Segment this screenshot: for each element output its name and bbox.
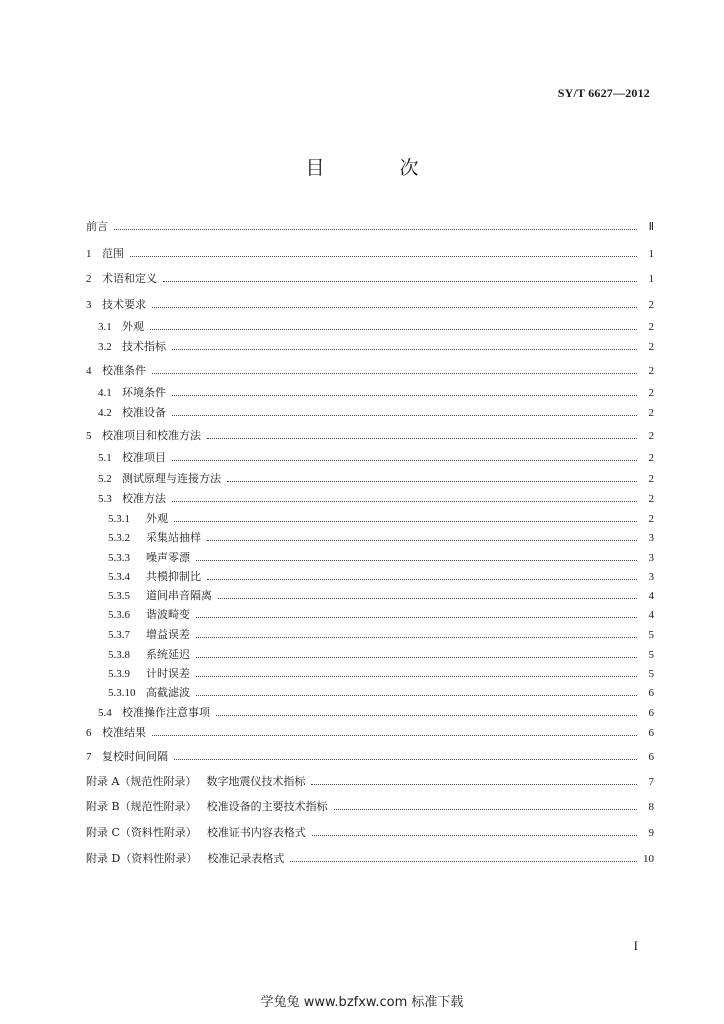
toc-page-number: 2 [648, 365, 654, 377]
toc-entry-label: 校准方法 [122, 492, 166, 505]
toc-leader-dots [152, 373, 637, 374]
toc-row[interactable] [0, 748, 724, 764]
toc-row[interactable] [0, 470, 724, 486]
toc-entry-label: 外观 [146, 512, 168, 525]
toc-row[interactable] [0, 684, 724, 700]
toc-entry-label: 数字地震仪技术指标 [206, 775, 306, 788]
toc-page-number: 2 [648, 299, 654, 311]
toc-entry-label: 校准项目和校准方法 [102, 429, 201, 442]
toc-leader-dots [196, 695, 637, 696]
toc-section-number: 5 [86, 430, 92, 442]
toc-section-number: 5.3.3 [108, 552, 130, 564]
toc-row[interactable] [0, 724, 724, 740]
toc-section-number: 5.3.1 [108, 513, 130, 525]
toc-entry-label: 技术指标 [122, 340, 166, 353]
toc-section-number: 2 [86, 273, 92, 285]
toc-entry-label: 校准证书内容表格式 [206, 826, 306, 839]
toc-section-number: 1 [86, 248, 92, 260]
toc-leader-dots [174, 759, 637, 760]
toc-row[interactable] [0, 218, 724, 234]
toc-leader-dots [334, 809, 637, 810]
toc-page-number: 7 [648, 776, 654, 788]
footer-watermark: 学兔兔 www.bzfxw.com 标准下载 [260, 995, 464, 1010]
toc-leader-dots [196, 676, 637, 677]
toc-row[interactable] [0, 510, 724, 526]
standard-code: SY/T 6627—2012 [557, 86, 650, 100]
toc-leader-dots [196, 617, 637, 618]
toc-leader-dots [172, 460, 637, 461]
toc-page-number: Ⅱ [648, 221, 654, 233]
toc-page-number: 2 [648, 473, 654, 485]
toc-section-number: 5.3.6 [108, 609, 130, 621]
toc-entry-label: 道间串音隔离 [146, 589, 212, 602]
toc-leader-dots [172, 395, 637, 396]
toc-entry-label: 噪声零漂 [146, 551, 190, 564]
toc-section-number: 5.3.7 [108, 629, 130, 641]
toc-section-number: 附录 B（规范性附录） [86, 800, 197, 813]
toc-entry-label: 前言 [86, 220, 108, 233]
toc-row[interactable] [0, 529, 724, 545]
toc-entry-label: 增益误差 [146, 628, 190, 641]
toc-leader-dots [174, 521, 637, 522]
toc-entry-label: 校准结果 [102, 726, 146, 739]
toc-row[interactable] [0, 270, 724, 286]
toc-entry-label: 共模抑制比 [146, 570, 201, 583]
toc-page-number: 5 [648, 668, 654, 680]
toc-entry-label: 校准项目 [122, 451, 166, 464]
toc-row[interactable] [0, 850, 724, 866]
toc-row[interactable] [0, 646, 724, 662]
toc-section-number: 4.2 [98, 407, 112, 419]
toc-page-number: 6 [648, 707, 654, 719]
toc-section-number: 5.2 [98, 473, 112, 485]
toc-entry-label: 谐波畸变 [146, 608, 190, 621]
toc-row[interactable] [0, 587, 724, 603]
toc-row[interactable] [0, 362, 724, 378]
toc-page-number: 2 [648, 513, 654, 525]
toc-leader-dots [172, 415, 637, 416]
toc-page-number: 4 [648, 609, 654, 621]
toc-leader-dots [130, 256, 637, 257]
toc-entry-label: 校准设备的主要技术指标 [206, 800, 328, 813]
toc-leader-dots [216, 715, 637, 716]
page-number: I [633, 938, 638, 953]
toc-page-number: 9 [648, 827, 654, 839]
toc-leader-dots [152, 735, 637, 736]
toc-row[interactable] [0, 568, 724, 584]
toc-page-number: 2 [648, 341, 654, 353]
toc-page-number: 1 [648, 248, 654, 260]
toc-leader-dots [172, 349, 637, 350]
toc-page-number: 2 [648, 407, 654, 419]
toc-leader-dots [196, 560, 637, 561]
toc-row[interactable] [0, 626, 724, 642]
toc-entry-label: 测试原理与连接方法 [122, 472, 221, 485]
toc-leader-dots [163, 281, 637, 282]
toc-row[interactable] [0, 490, 724, 506]
toc-section-number: 附录 D（资料性附录） [86, 852, 198, 865]
toc-page-number: 6 [648, 687, 654, 699]
toc-section-number: 附录 A（规范性附录） [86, 775, 197, 788]
toc-section-number: 5.3.10 [108, 687, 136, 699]
toc-section-number: 4 [86, 365, 92, 377]
toc-page-number: 2 [648, 387, 654, 399]
toc-leader-dots [207, 540, 637, 541]
toc-row[interactable] [0, 606, 724, 622]
toc-leader-dots [227, 481, 637, 482]
toc-section-number: 5.1 [98, 452, 112, 464]
toc-entry-label: 范围 [102, 247, 124, 260]
toc-page-number: 5 [648, 649, 654, 661]
toc-section-number: 附录 C（资料性附录） [86, 826, 197, 839]
toc-page-number: 5 [648, 629, 654, 641]
toc-section-number: 5.3.2 [108, 532, 130, 544]
toc-page-number: 8 [648, 801, 654, 813]
toc-row[interactable] [0, 449, 724, 465]
toc-section-number: 3.1 [98, 321, 112, 333]
toc-page-number: 2 [648, 452, 654, 464]
toc-leader-dots [312, 835, 637, 836]
toc-row[interactable] [0, 318, 724, 334]
toc-entry-label: 技术要求 [102, 298, 146, 311]
toc-entry-label: 环境条件 [122, 386, 166, 399]
toc-row[interactable] [0, 773, 724, 789]
toc-section-number: 5.3 [98, 493, 112, 505]
toc-page-number: 10 [643, 853, 654, 865]
toc-section-number: 3 [86, 299, 92, 311]
toc-entry-label: 校准记录表格式 [207, 852, 285, 865]
toc-row[interactable] [0, 665, 724, 681]
toc-leader-dots [290, 861, 637, 862]
toc-section-number: 6 [86, 727, 92, 739]
toc-entry-label: 校准条件 [102, 364, 146, 377]
toc-entry-label: 校准设备 [122, 406, 166, 419]
toc-leader-dots [114, 229, 637, 230]
toc-entry-label: 校准操作注意事项 [122, 706, 210, 719]
toc-page-number: 3 [648, 571, 654, 583]
toc-leader-dots [218, 598, 637, 599]
toc-leader-dots [196, 637, 637, 638]
toc-entry-label: 术语和定义 [102, 272, 157, 285]
toc-entry-label: 计时误差 [146, 667, 190, 680]
page-title: 目 次 [305, 157, 447, 179]
toc-page-number: 2 [648, 321, 654, 333]
toc-page-number: 3 [648, 532, 654, 544]
toc-entry-label: 系统延迟 [146, 648, 190, 661]
toc-row[interactable] [0, 404, 724, 420]
toc-leader-dots [196, 657, 637, 658]
toc-entry-label: 高截滤波 [146, 686, 190, 699]
toc-row[interactable] [0, 296, 724, 312]
toc-leader-dots [172, 501, 637, 502]
toc-page-number: 1 [648, 273, 654, 285]
toc-row[interactable] [0, 704, 724, 720]
toc-section-number: 5.3.5 [108, 590, 130, 602]
toc-section-number: 5.3.8 [108, 649, 130, 661]
toc-page-number: 2 [648, 430, 654, 442]
toc-page-number: 6 [648, 727, 654, 739]
toc-row[interactable] [0, 824, 724, 840]
toc-row[interactable] [0, 549, 724, 565]
toc-row[interactable] [0, 427, 724, 443]
toc-leader-dots [311, 784, 637, 785]
toc-page-number: 6 [648, 751, 654, 763]
toc-section-number: 3.2 [98, 341, 112, 353]
toc-section-number: 5.3.4 [108, 571, 130, 583]
toc-leader-dots [207, 438, 637, 439]
toc-page-number: 4 [648, 590, 654, 602]
toc-entry-label: 复校时间间隔 [102, 750, 168, 763]
toc-leader-dots [150, 329, 637, 330]
toc-row[interactable] [0, 384, 724, 400]
toc-page-number: 3 [648, 552, 654, 564]
toc-row[interactable] [0, 338, 724, 354]
toc-section-number: 5.3.9 [108, 668, 130, 680]
toc-entry-label: 外观 [122, 320, 144, 333]
toc-row[interactable] [0, 798, 724, 814]
toc-section-number: 7 [86, 751, 92, 763]
toc-section-number: 5.4 [98, 707, 112, 719]
toc-row[interactable] [0, 245, 724, 261]
toc-page-number: 2 [648, 493, 654, 505]
toc-section-number: 4.1 [98, 387, 112, 399]
toc-leader-dots [207, 579, 637, 580]
toc-leader-dots [152, 307, 637, 308]
toc-entry-label: 采集站抽样 [146, 531, 201, 544]
